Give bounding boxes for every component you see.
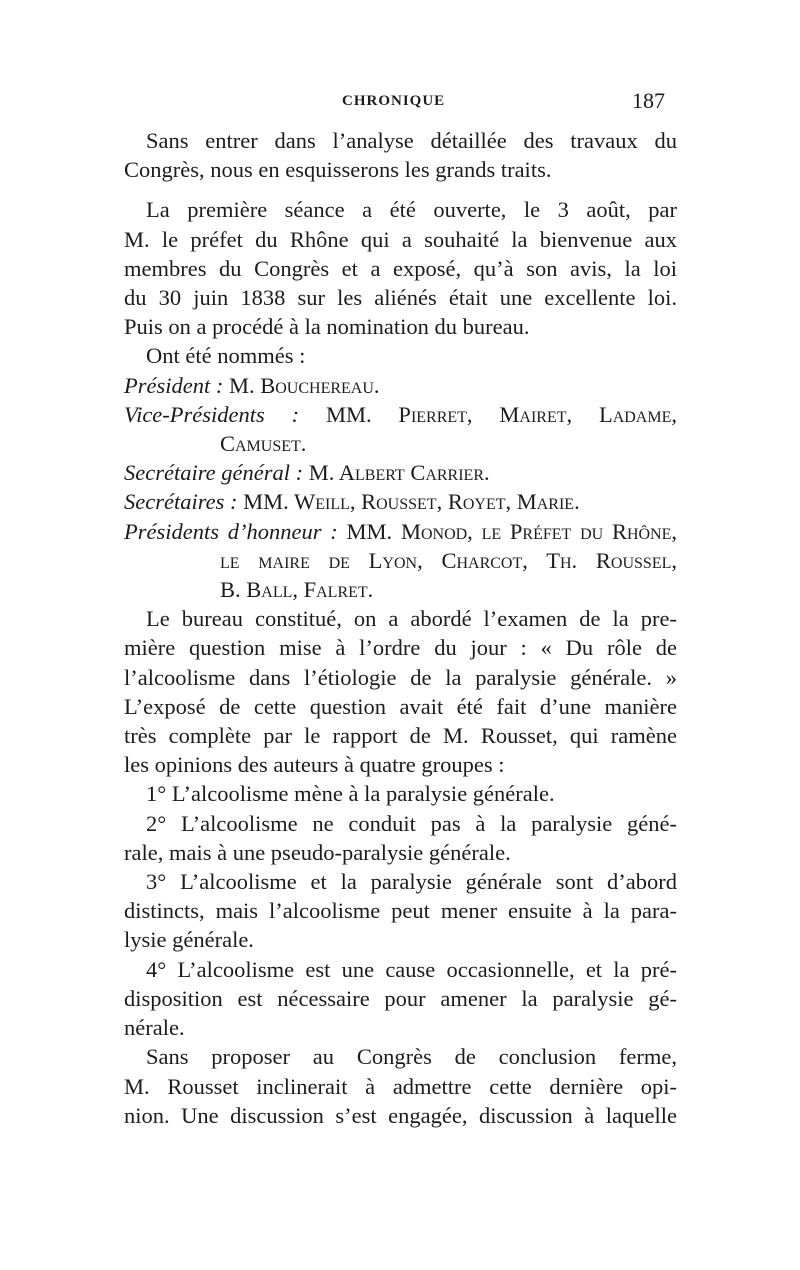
bureau-entry-presidents-honneur bbox=[124, 517, 677, 546]
text-line: lysie générale. bbox=[124, 927, 254, 953]
group-4 bbox=[124, 955, 677, 1043]
names: MM. Monod, le Préfet du Rhône, bbox=[346, 518, 678, 544]
paragraph-intro bbox=[124, 126, 677, 184]
text-line: 1° L’alcoolisme mène à la paralysie générale. bbox=[146, 781, 555, 807]
bureau-list bbox=[124, 371, 677, 605]
group-2 bbox=[124, 809, 677, 867]
text-line: Congrès, nous en esquisserons les grands traits. bbox=[124, 157, 552, 183]
text-line: du 30 juin 1838 sur les aliénés était une excellente loi. bbox=[124, 285, 677, 311]
text-line: membres du Congrès et a exposé, qu’à son avis, la loi bbox=[124, 255, 677, 281]
group-1 bbox=[124, 779, 677, 808]
text-line: 2° L’alcoolisme ne conduit pas à la paralysie géné- bbox=[146, 810, 677, 836]
paragraph-conclusion bbox=[124, 1042, 677, 1130]
text-line: L’exposé de cette question avait été fait d’une manière bbox=[124, 693, 677, 719]
text-line: nion. Une discussion s’est engagée, discussion à laquelle bbox=[124, 1102, 677, 1128]
text-line: Sans entrer dans l’analyse détaillée des travaux du bbox=[146, 128, 677, 153]
text-line: M. Rousset inclinerait à admettre cette dernière opi- bbox=[124, 1073, 677, 1099]
paragraph-first-session bbox=[124, 195, 677, 341]
text-line: très complète par le rapport de M. Rousset, qui ramène bbox=[124, 723, 677, 749]
text-line: nérale. bbox=[124, 1015, 185, 1041]
running-head: CHRONIQUE bbox=[342, 93, 446, 109]
paragraph-first-question bbox=[124, 604, 677, 779]
text-line: distincts, mais l’alcoolisme peut mener ensuite à la para- bbox=[124, 898, 677, 924]
group-3 bbox=[124, 867, 677, 955]
names: M. Albert Carrier. bbox=[308, 460, 490, 486]
names-continuation: B. Ball, Falret. bbox=[220, 577, 374, 603]
text-line: mière question mise à l’ordre du jour : « Du rôle de bbox=[124, 635, 677, 661]
bureau-entry-president bbox=[124, 371, 677, 400]
text-line: disposition est nécessaire pour amener la paralysie gé- bbox=[124, 985, 677, 1011]
names-continuation: Camuset. bbox=[220, 431, 307, 457]
text-line: Puis on a procédé à la nomination du bureau. bbox=[124, 314, 530, 340]
names: MM. Pierret, Mairet, Ladame, bbox=[325, 401, 677, 427]
bureau-entry-vice-presidents bbox=[124, 400, 677, 429]
names: M. Bouchereau. bbox=[228, 372, 380, 398]
role-label: Président : bbox=[124, 372, 224, 398]
text-line: Le bureau constitué, on a abordé l’examen de la pre- bbox=[146, 606, 677, 632]
role-label: Vice-Présidents : bbox=[124, 401, 300, 427]
body-text bbox=[124, 126, 677, 1130]
page-header bbox=[0, 88, 800, 118]
text-line: 4° L’alcoolisme est une cause occasionnelle, et la pré- bbox=[146, 956, 677, 982]
text-line: rale, mais à une pseudo-paralysie générale. bbox=[124, 839, 511, 865]
role-label: Secrétaire général : bbox=[124, 460, 304, 486]
text-line: M. le préfet du Rhône qui a souhaité la bienvenue aux bbox=[124, 226, 677, 252]
text-line: les opinions des auteurs à quatre groupes : bbox=[124, 752, 505, 778]
names: MM. Weill, Rousset, Royet, Marie. bbox=[243, 489, 580, 515]
text-line: 3° L’alcoolisme et la paralysie générale sont d’abord bbox=[146, 869, 677, 895]
text-line: l’alcoolisme dans l’étiologie de la paralysie générale. » bbox=[124, 664, 677, 690]
text-line: Ont été nommés : bbox=[146, 343, 306, 369]
page-number: 187 bbox=[632, 88, 665, 113]
role-label: Secrétaires : bbox=[124, 489, 238, 515]
bureau-entry-secretaires bbox=[124, 487, 677, 516]
role-label: Présidents d’honneur : bbox=[124, 518, 338, 544]
text-line: Sans proposer au Congrès de conclusion ferme, bbox=[146, 1044, 677, 1070]
bureau-entry-secretaire-general bbox=[124, 458, 677, 487]
text-line: La première séance a été ouverte, le 3 août, par bbox=[146, 197, 677, 223]
names-continuation: le maire de Lyon, Charcot, Th. Roussel, bbox=[220, 547, 677, 573]
